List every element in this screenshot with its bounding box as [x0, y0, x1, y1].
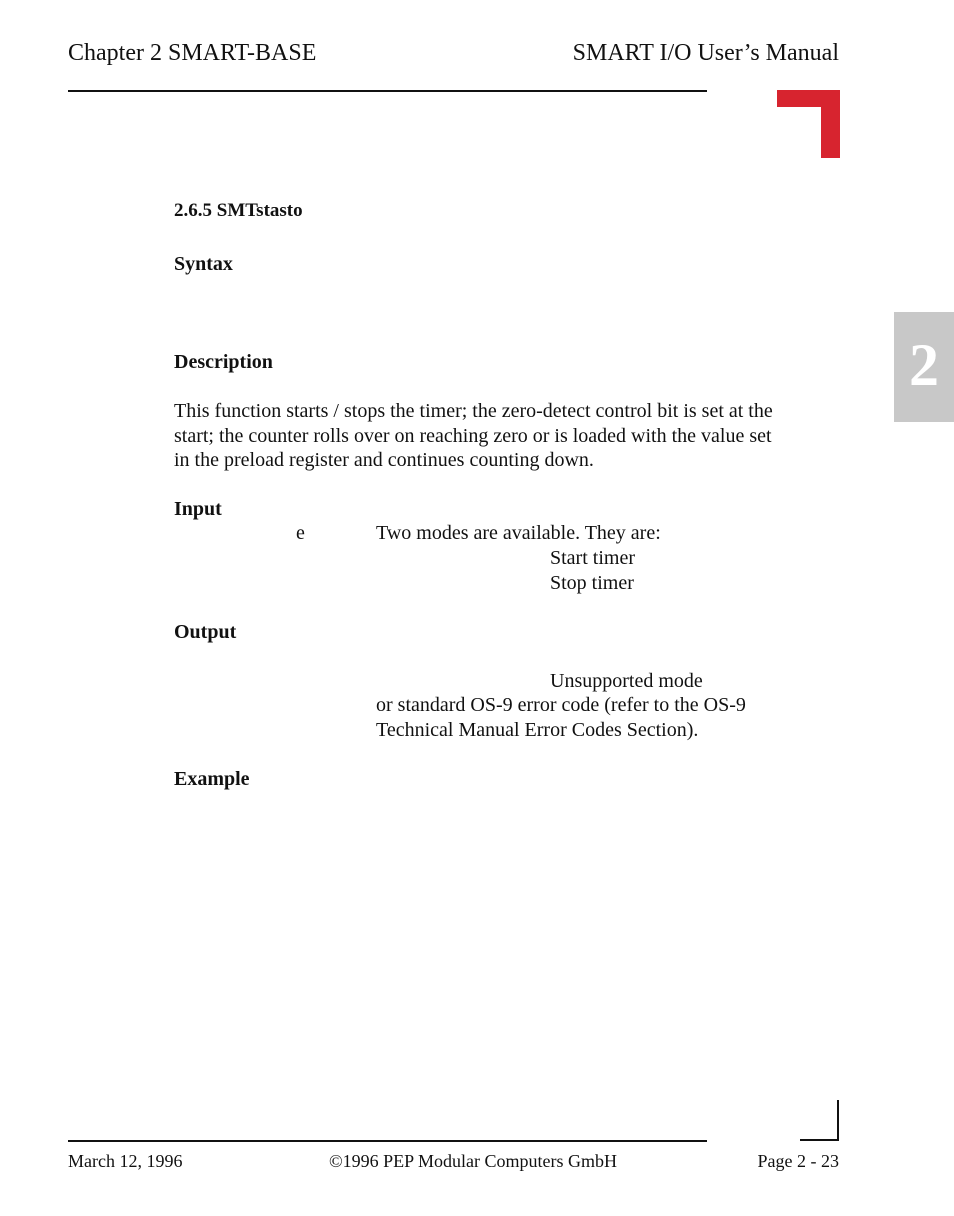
- description-label: Description: [174, 351, 273, 373]
- input-label: Input: [174, 498, 222, 520]
- input-mode-start: Start timer: [550, 547, 635, 569]
- footer-rule: [68, 1140, 707, 1142]
- chapter-tab: [894, 312, 954, 422]
- header-manual-title: SMART I/O User’s Manual: [572, 40, 839, 66]
- example-label: Example: [174, 768, 250, 790]
- description-line: start; the counter rolls over on reaching zero or is loaded with the value set: [174, 424, 772, 447]
- output-unsupported-mode: Unsupported mode: [550, 670, 703, 692]
- output-error-code: or standard OS-9 error code (refer to the OS-9: [376, 694, 746, 716]
- footer-copyright: ©1996 PEP Modular Computers GmbH: [329, 1151, 618, 1171]
- input-description: Two modes are available. They are:: [376, 522, 661, 544]
- output-error-reference: Technical Manual Error Codes Section).: [376, 719, 699, 741]
- input-param: e: [296, 522, 305, 544]
- corner-mark-vertical: [821, 90, 840, 158]
- footer-bracket-horizontal: [800, 1139, 839, 1141]
- header-rule: [68, 90, 707, 92]
- description-line: in the preload register and continues counting down.: [174, 449, 594, 471]
- header-chapter: Chapter 2 SMART-BASE: [68, 40, 317, 66]
- output-label: Output: [174, 621, 237, 643]
- footer-page-number: Page 2 - 23: [757, 1151, 839, 1171]
- syntax-label: Syntax: [174, 253, 233, 275]
- chapter-tab-number: 2: [909, 332, 939, 398]
- input-mode-stop: Stop timer: [550, 572, 634, 594]
- footer-date: March 12, 1996: [68, 1151, 183, 1171]
- description-line: This function starts / stops the timer; the zero-detect control bit is set at the: [174, 400, 773, 422]
- section-heading: 2.6.5 SMTstasto: [174, 200, 303, 221]
- description-paragraph: [174, 399, 834, 473]
- footer-bracket-vertical: [837, 1100, 839, 1141]
